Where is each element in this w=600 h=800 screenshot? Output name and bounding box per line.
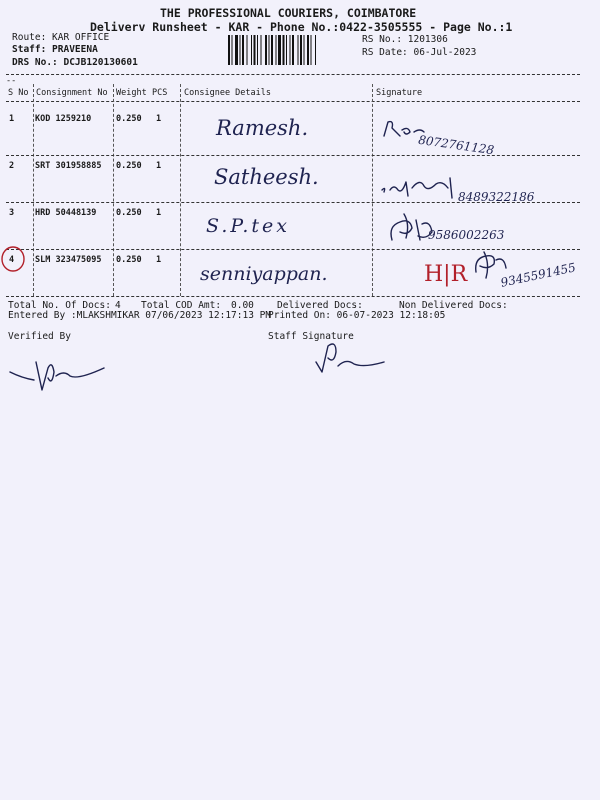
row3-weight: 0.250 xyxy=(116,208,142,218)
row4-weight: 0.250 xyxy=(116,255,142,265)
col-sno: S No xyxy=(8,88,29,98)
row1-pcs: 1 xyxy=(156,114,162,124)
col-consignment: Consignment No xyxy=(36,88,108,98)
row2-sno: 2 xyxy=(9,161,15,171)
staff: Staff: PRAVEENA xyxy=(12,44,98,55)
row4-phone-handwritten: 9345591455 xyxy=(499,260,577,290)
row3-signature xyxy=(386,210,436,246)
row2-weight: 0.250 xyxy=(116,161,142,171)
row4-consignment: SLM 323475095 xyxy=(35,255,102,265)
row2-pcs: 1 xyxy=(156,161,162,171)
row1-phone-handwritten: 8072761128 xyxy=(417,132,495,158)
row4-consignee-handwritten: senniyappan. xyxy=(200,263,328,285)
staff-signature xyxy=(314,336,394,390)
drs-number: DRS No.: DCJB120130601 xyxy=(12,57,138,68)
row2-signature xyxy=(378,172,468,202)
verified-by-label: Verified By xyxy=(8,331,71,342)
staff-signature-label: Staff Signature xyxy=(268,331,354,342)
row1-signature xyxy=(380,118,430,148)
col-weight: Weight xyxy=(116,88,147,98)
rs-number: RS No.: 1201306 xyxy=(362,34,448,45)
col-consignee: Consignee Details xyxy=(184,88,271,98)
verified-by-signature xyxy=(8,350,108,410)
cod-label: Total COD Amt: xyxy=(141,300,222,311)
row4-signature xyxy=(470,248,510,282)
row1-weight: 0.250 xyxy=(116,114,142,124)
non-delivered-docs-label: Non Delivered Docs: xyxy=(399,300,508,311)
row2-consignee-handwritten: Satheesh. xyxy=(214,165,319,189)
row4-red-mark: H|R xyxy=(424,262,468,287)
row2-phone-handwritten: 8489322186 xyxy=(458,190,535,204)
entered-by: Entered By :MLAKSHMIKAR 07/06/2023 12:17:13 PM xyxy=(8,310,272,321)
delivered-docs-label: Delivered Docs: xyxy=(277,300,363,311)
runsheet-title: Deliverv Runsheet - KAR - Phone No.:0422-3505555 - Page No.:1 xyxy=(90,20,513,34)
row1-consignee-handwritten: Ramesh. xyxy=(216,116,309,140)
row1-consignment: KOD 1259210 xyxy=(35,114,92,124)
row3-consignment: HRD 50448139 xyxy=(35,208,97,218)
route: Route: KAR OFFICE xyxy=(12,32,110,43)
row4-sno: 4 xyxy=(9,255,15,265)
col-pcs: PCS xyxy=(152,88,168,98)
col-signature: Signature xyxy=(376,88,423,98)
printed-on: Printed On: 06-07-2023 12:18:05 xyxy=(268,310,446,321)
row3-consignee-handwritten: S.P.tex xyxy=(206,215,290,237)
row2-consignment: SRT 301958885 xyxy=(35,161,102,171)
total-docs-label: Total No. Of Docs: xyxy=(8,300,111,311)
row3-sno: 3 xyxy=(9,208,15,218)
cod-value: 0.00 xyxy=(231,300,254,311)
company-name: THE PROFESSIONAL COURIERS, COIMBATORE xyxy=(160,6,417,20)
row4-pcs: 1 xyxy=(156,255,162,265)
row1-sno: 1 xyxy=(9,114,15,124)
barcode xyxy=(228,35,356,65)
rs-date: RS Date: 06-Jul-2023 xyxy=(362,47,477,58)
total-docs-value: 4 xyxy=(115,300,121,311)
row3-phone-handwritten: 9586002263 xyxy=(428,228,505,242)
row3-pcs: 1 xyxy=(156,208,162,218)
